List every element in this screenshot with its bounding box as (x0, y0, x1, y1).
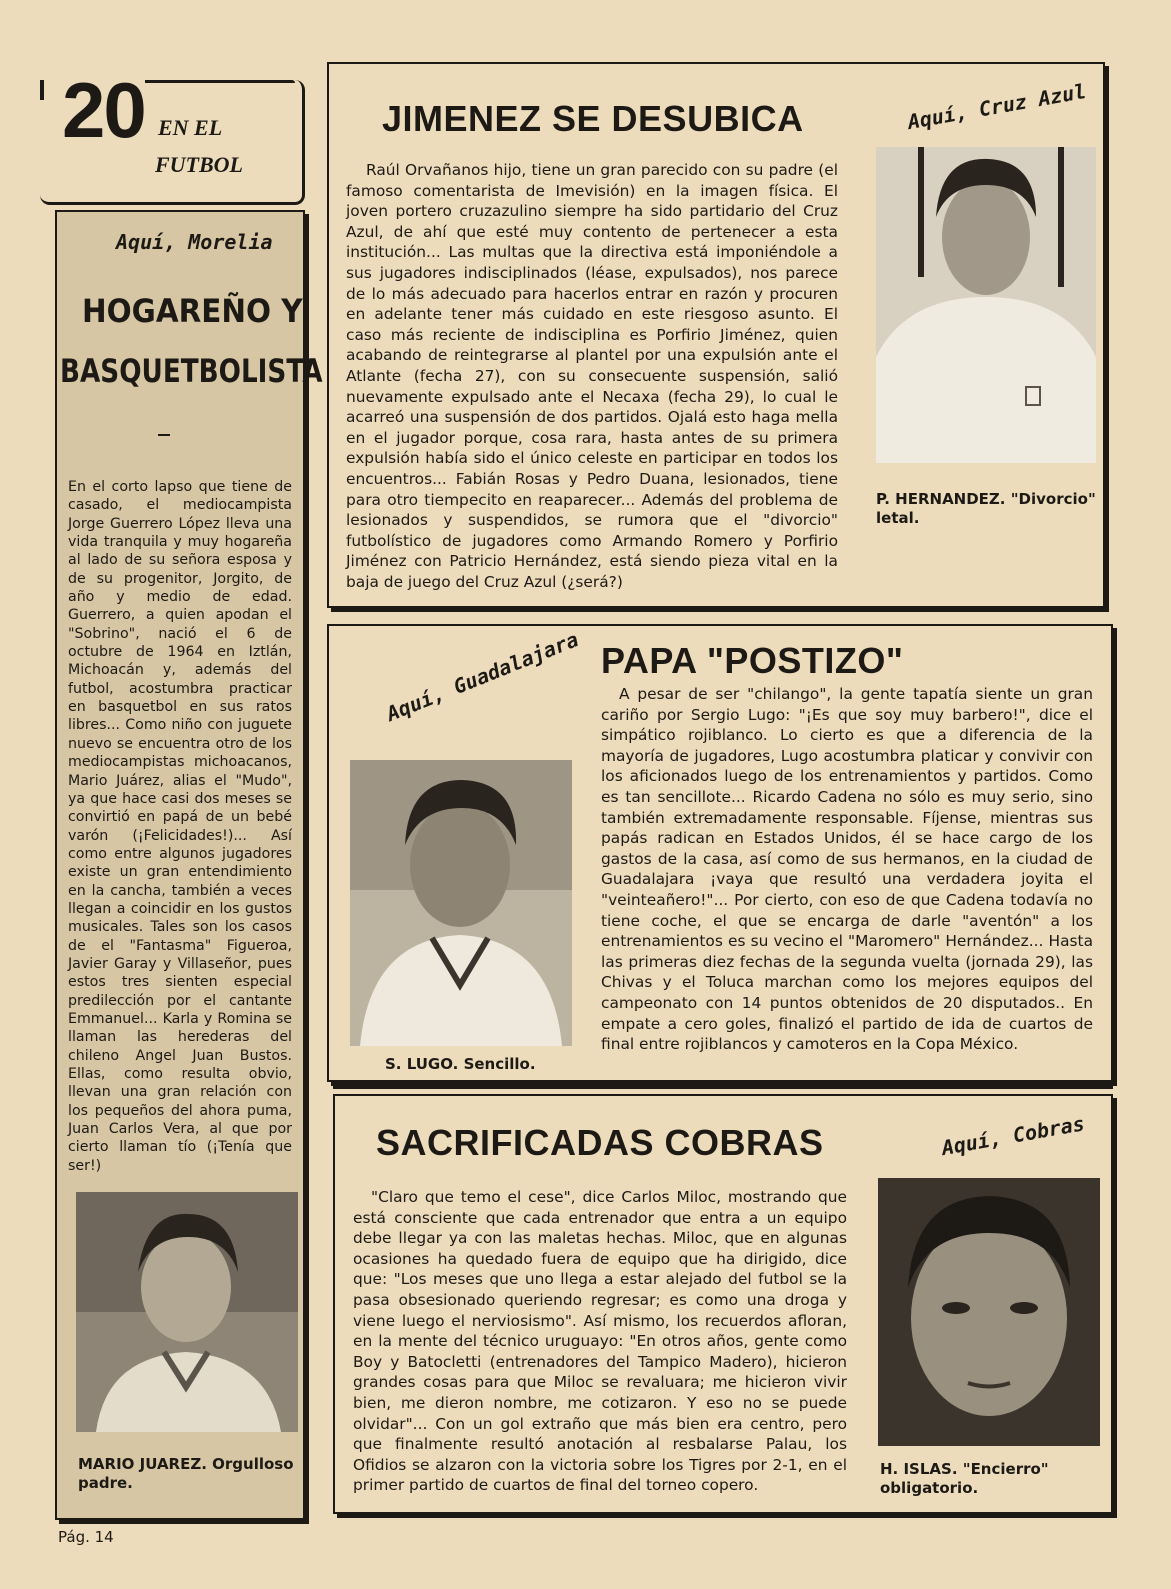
story2-photo (350, 760, 572, 1046)
page-number: Pág. 14 (58, 1528, 114, 1546)
section-title-line2: FUTBOL (155, 152, 243, 177)
player-portrait-icon (876, 147, 1096, 463)
story2-caption: S. LUGO. Sencillo. (385, 1055, 536, 1073)
section-header-bracket (40, 80, 44, 100)
section-header-top-rule (145, 80, 295, 83)
story2-kicker: Aquí, Guadalajara (383, 627, 582, 726)
story3-kicker: Aquí, Cobras (939, 1111, 1087, 1160)
story2-headline: PAPA "POSTIZO" (601, 640, 904, 681)
sidebar-body: En el corto lapso que tiene de casado, el mediocampista Jorge Guerrero López lleva una vida tranquila y muy hogareña al lado de su señora esposa y de su progenitor, Jorgito, de año y medio de edad. Guerrero, a quien apodan el "Sobrino", nació el 6 de octubre de 1964 en Iztlán, Michoacán y, además del futbol, acostumbra practicar en basquetbol en sus ratos libres... Como niño con juguete nuevo se encuentra otro de los mediocampistas michoacanos, Mario Juárez, alias el "Mudo", ya que hace casi dos meses se convirtió en papá de un bebé varón (¡Felicidades!)... Así como entre algunos jugadores existe un gran entendimiento en la cancha, también a veces llegan a coincidir en los gustos musicales. Tales son los casos de el "Fantasma" Figueroa, Javier Garay y Villaseñor, pues estos tres sienten especial predilección por el cantante Emmanuel... Karla y Romina se llaman las herederas del chileno Angel Juan Bustos. Ellas, como resulta obvio, llevan una gran relación con los pequeños del ahora puma, Juan Carlos Vera, al que por cierto llaman tío (¡Tenía que ser!) (68, 479, 292, 1174)
sidebar-headline-line2: BASQUETBOLISTA (60, 352, 323, 390)
sidebar-dash (158, 434, 170, 436)
player-portrait-icon (350, 760, 572, 1046)
story1-photo (876, 147, 1096, 463)
story3-headline: SACRIFICADAS COBRAS (376, 1122, 824, 1163)
story1-headline: JIMENEZ SE DESUBICA (382, 98, 804, 139)
story2-body: A pesar de ser "chilango", la gente tapatía siente un gran cariño por Sergio Lugo: "¡Es que soy muy barbero!", dice el simpático rojiblanco. Lo cierto es que a diferencia de la mayoría de jugadores, Lugo acostumbra platicar y convivir con los aficionados luego de los entrenamientos y partidos. Como es tan sencillote... Ricardo Cadena no sólo es muy serio, sino también extremadamente responsable. Fíjense, mientras sus papás radican en Estados Unidos, él se hace cargo de los gastos de la casa, así como de sus hermanos, en la ciudad de Guadalajara ¡vaya que resultó una verdadera joyita el "veinteañero!"... Por cierto, con eso de que Cadena todavía no tiene coche, el que se encarga de darle "aventón" a los entrenamientos es su vecino el "Maromero" Hernández... Hasta las primeras diez fechas de la segunda vuelta (jornada 29), las Chivas y el Toluca marchan como los mejores equipos del campeonato con 14 puntos obtenidos de 20 disputados.. En empate a cero goles, finalizó el partido de ida de cuartos de final entre rojiblancos y camoteros en la Copa México. (601, 685, 1093, 1054)
section-title-line1: EN EL (158, 115, 223, 140)
story3-body: "Claro que temo el cese", dice Carlos Miloc, mostrando que está consciente que cada entrenador que entra a un equipo debe llegar ya con las maletas hechas. Miloc, que en algunas ocasiones ha quedado fuera de equipo que ha dirigido, dice que: "Los meses que uno llega a estar alejado del futbol se la pasa obsesionado queriendo regresar; es como una droga y viene luego el nerviosismo". Así mismo, los recuerdos afloran, en la mente del técnico uruguayo: "En otros años, gente como Boy y Batocletti (entrenadores del Tampico Madero), hicieron grandes cosas para que Miloc se revaluara; me hicieron vivir bien, me dieron nombre, me cotizaron. Y eso no se puede olvidar"... Con un gol extraño que más bien era centro, pero que finalmente resultó anotación al resbalarse Palau, los Ofidios se alzaron con la victoria sobre los Tigres por 2-1, en el primer partido de cuartos de final del torneo copero. (353, 1188, 847, 1495)
sidebar-photo (76, 1192, 298, 1432)
sidebar-kicker: Aquí, Morelia (116, 230, 273, 254)
story3-photo (878, 1178, 1100, 1446)
story3-top-rule (333, 1086, 1113, 1089)
story1-body: Raúl Orvañanos hijo, tiene un gran parecido con su padre (el famoso comentarista de Imevisión) en la imagen física. El joven portero cruzazulino siempre ha sido partidario del Cruz Azul, de ahí que esté muy contento de pertenecer a esta institución... Las multas que la directiva está imponiéndole a sus jugadores indisciplinados (léase, expulsados), nos parece de lo más adecuado para hacerlos entrar en razón y procuren en adelante tener más cuidado en este riesgoso asunto. El caso más reciente de indisciplina es Porfirio Jiménez, quien acabando de reintegrarse al plantel por una expulsión ante el Atlante (fecha 27), con su consecuente suspensión, salió nuevamente expulsado ante el Necaxa (fecha 29), lo cual le acarreó una suspensión de dos partidos. Ojalá esto haga mella en el jugador porque, cosa rara, hasta antes de su primera expulsión había sido el único celeste en participar en todos los encuentros... Fabián Rosas y Pedro Duana, lesionados, tiene para otro tiempecito en reaparecer... Además del problema de lesionados y suspendidos, se rumora que el "divorcio" futbolístico de jugadores como Armando Romero y Porfirio Jiménez con Patricio Hernández, está siendo pieza vital en la baja de juego del Cruz Azul (¿será?) (346, 161, 838, 591)
story1-caption: P. HERNANDEZ. "Divorcio" letal. (876, 490, 1096, 527)
player-portrait-icon (76, 1192, 298, 1432)
player-portrait-icon (878, 1178, 1100, 1446)
sidebar-caption: MARIO JUAREZ. Orgulloso padre. (78, 1455, 294, 1492)
section-number: 20 (62, 66, 145, 154)
story1-kicker: Aquí, Cruz Azul (905, 78, 1088, 134)
sidebar-headline-line1: HOGAREÑO Y (82, 292, 303, 330)
story3-caption: H. ISLAS. "Encierro" obligatorio. (880, 1460, 1049, 1497)
